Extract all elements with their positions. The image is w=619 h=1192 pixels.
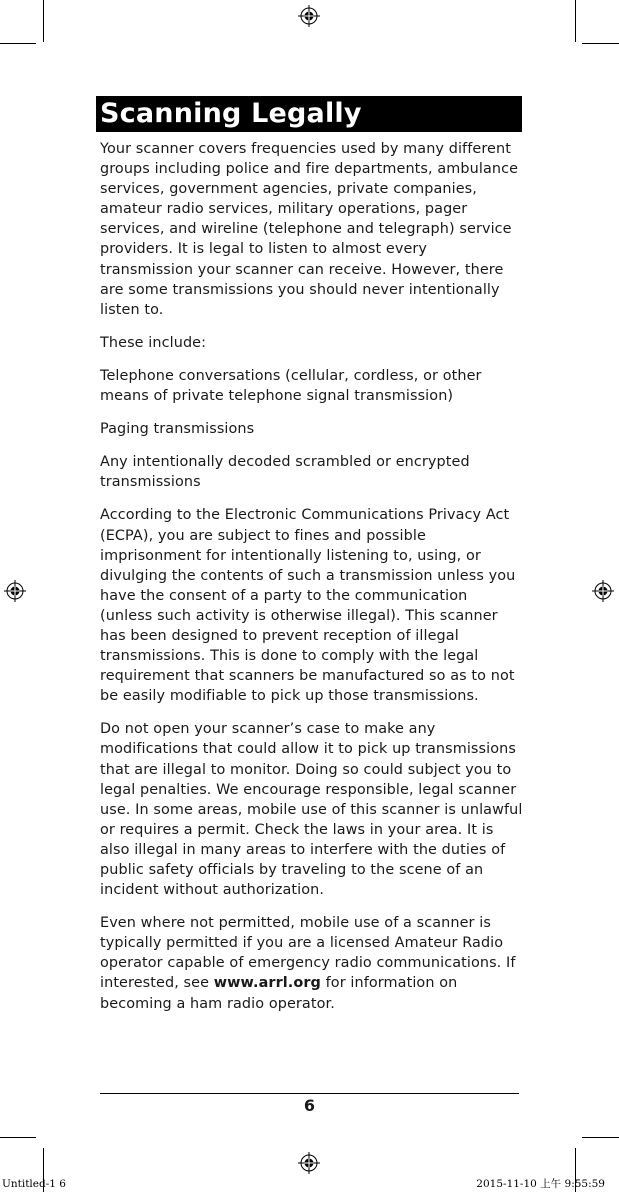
slug-left: Untitled-1 6	[2, 1178, 66, 1190]
paragraph: Your scanner covers frequencies used by many different groups including police and fire departments, ambulance services, government agencies, private companies, amateur radio services, military operations, pager services, and wireline (telephone and telegraph) service providers. It is legal to listen to almost every transmission your scanner can receive. However, there are some transmissions you should never intentionally listen to.	[100, 141, 519, 318]
paragraph: Paging transmissions	[100, 421, 255, 438]
paragraph	[100, 913, 524, 1013]
registration-mark-icon	[592, 580, 614, 602]
paragraph: These include:	[100, 334, 207, 351]
section-title: Scanning Legally	[96, 96, 522, 132]
paragraph-text: for information on becoming a ham radio operator.	[100, 975, 458, 1012]
registration-mark-icon	[298, 5, 320, 27]
paragraph-text: Even where not permitted, mobile use of a scanner is typically permitted if you are a licensed Amateur Radio operator capable of emergency radio communications. If interested, see	[100, 915, 516, 992]
arrl-link[interactable]: www.arrl.org	[213, 975, 321, 992]
paragraph: Do not open your scanner’s case to make any modifications that could allow it to pick up transmissions that are illegal to monitor. Doing so could subject you to legal penalties. We encourage responsible, legal scanner use. In some areas, mobile use of this scanner is unlawful or requires a permit. Check the laws in your area. It is also illegal in many areas to interfere with the duties of public safety officials by traveling to the scene of an incident without authorization.	[100, 721, 523, 899]
crop-mark	[43, 0, 44, 42]
registration-mark-icon	[4, 580, 26, 602]
body-text	[100, 139, 524, 1027]
slug-right: 2015-11-10 上午 9:55:59	[476, 1178, 605, 1190]
footer-rule	[100, 1093, 519, 1094]
paragraph: Telephone conversations (cellular, cordless, or other means of private telephone signal transmission)	[100, 367, 482, 405]
paragraph: Any intentionally decoded scrambled or encrypted transmissions	[100, 454, 470, 491]
page-number: 6	[303, 1096, 316, 1115]
crop-mark	[0, 43, 36, 44]
crop-mark	[582, 43, 619, 44]
crop-mark	[0, 1137, 36, 1138]
crop-mark	[582, 1137, 619, 1138]
crop-mark	[575, 0, 576, 42]
paragraph: According to the Electronic Communications Privacy Act (ECPA), you are subject to fines and possible imprisonment for intentionally listening to, using, or divulging the contents of such a transmission unless you have the consent of a party to the communication (unless such activity is otherwise illegal). This scanner has been designed to prevent reception of illegal transmissions. This is done to comply with the legal requirement that scanners be manufactured so as to not be easily modifiable to pick up those transmissions.	[100, 507, 516, 705]
registration-mark-icon	[298, 1152, 320, 1174]
